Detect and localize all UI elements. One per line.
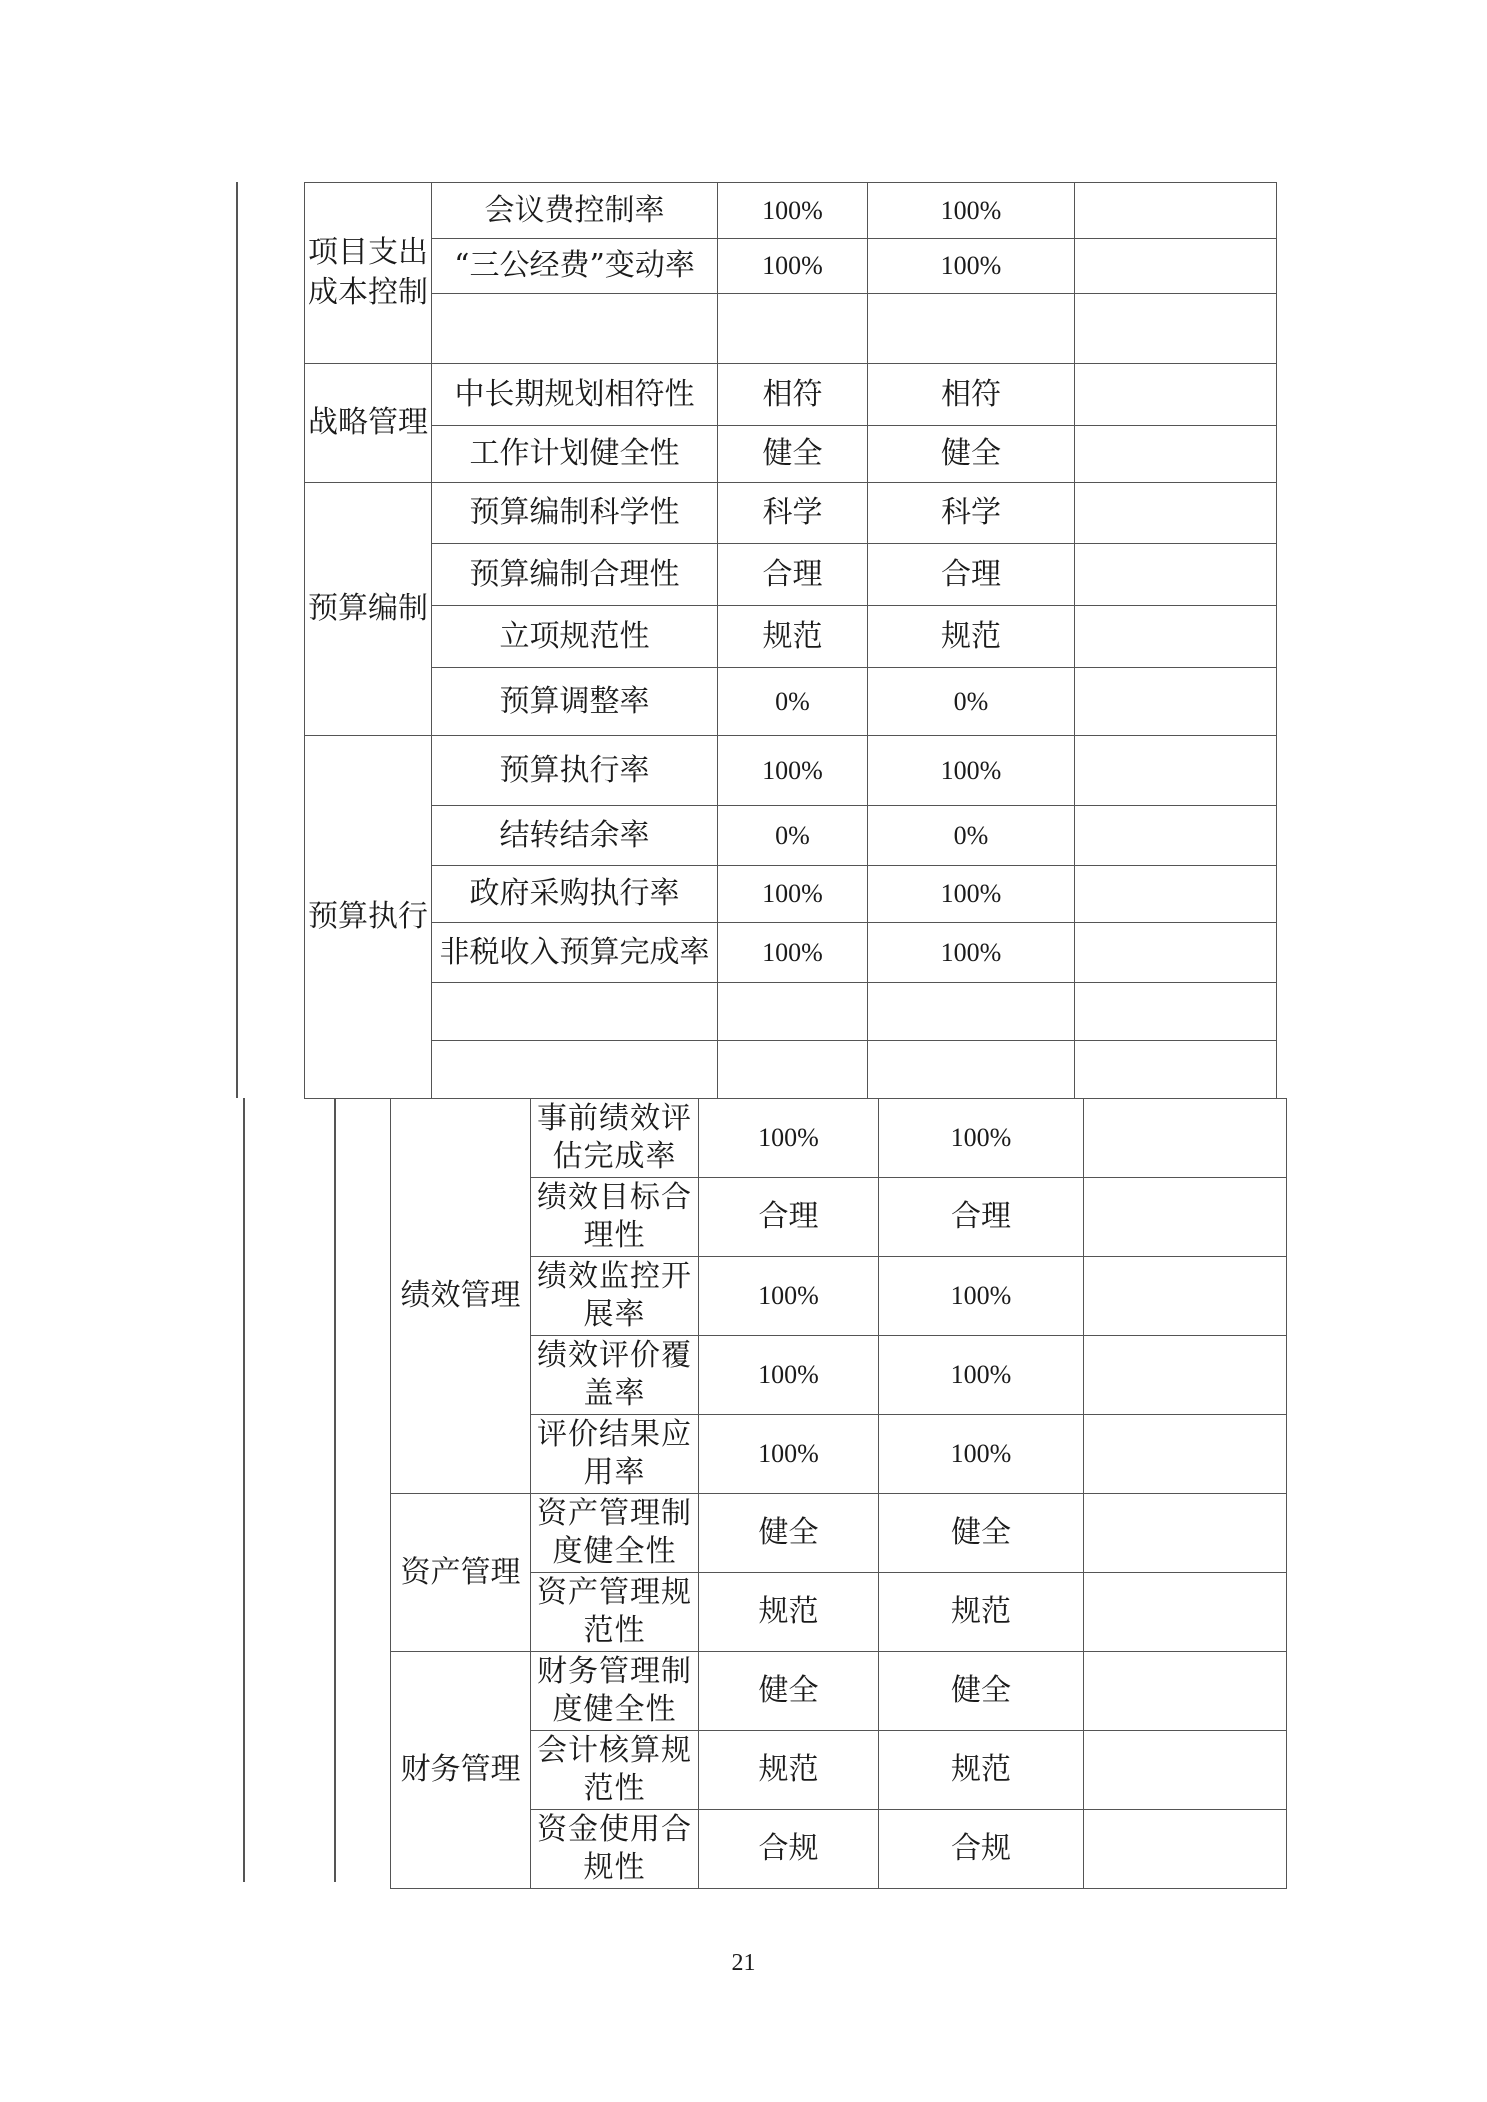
table-row <box>305 866 1277 923</box>
note-cell <box>1075 866 1277 923</box>
note-cell <box>1075 736 1277 806</box>
target-cell: 100% <box>699 1415 879 1494</box>
indicator-cell: 预算编制科学性 <box>432 483 718 544</box>
actual-cell: 100% <box>868 736 1075 806</box>
actual-cell: 0% <box>868 668 1075 736</box>
table-row <box>305 606 1277 668</box>
indicator-cell <box>432 1041 718 1099</box>
indicator-table-bottom <box>390 1098 1287 1889</box>
outer-left-border-top <box>236 182 238 1098</box>
target-cell: 合理 <box>699 1178 879 1257</box>
table-row <box>305 983 1277 1041</box>
note-cell <box>1084 1573 1287 1652</box>
indicator-cell: 非税收入预算完成率 <box>432 923 718 983</box>
table-row <box>305 668 1277 736</box>
target-cell: 合理 <box>718 544 868 606</box>
table-row <box>305 426 1277 483</box>
table-row <box>391 1494 1287 1573</box>
indicator-cell: 会计核算规 范性 <box>531 1731 699 1810</box>
indicator-cell <box>432 294 718 364</box>
target-cell: 健全 <box>699 1652 879 1731</box>
actual-cell: 100% <box>868 183 1075 239</box>
actual-cell: 健全 <box>879 1652 1084 1731</box>
actual-cell: 100% <box>879 1257 1084 1336</box>
actual-cell: 100% <box>879 1099 1084 1178</box>
indicator-cell: 资产管理制 度健全性 <box>531 1494 699 1573</box>
target-cell: 规范 <box>699 1731 879 1810</box>
category-cell: 资产管理 <box>391 1494 531 1652</box>
category-cell: 战略管理 <box>305 364 432 483</box>
target-cell: 100% <box>718 923 868 983</box>
indicator-table-top <box>304 182 1277 1099</box>
note-cell <box>1084 1099 1287 1178</box>
table-row <box>305 736 1277 806</box>
target-cell: 100% <box>699 1257 879 1336</box>
target-cell: 100% <box>699 1099 879 1178</box>
indicator-cell: 工作计划健全性 <box>432 426 718 483</box>
indicator-cell: 预算调整率 <box>432 668 718 736</box>
indicator-cell: 评价结果应 用率 <box>531 1415 699 1494</box>
actual-cell: 相符 <box>868 364 1075 426</box>
category-cell: 预算执行 <box>305 736 432 1099</box>
indicator-cell: 财务管理制 度健全性 <box>531 1652 699 1731</box>
table-row <box>391 1652 1287 1731</box>
indicator-cell <box>432 983 718 1041</box>
note-cell <box>1075 923 1277 983</box>
outer-left-border-bottom <box>243 1098 245 1882</box>
indicator-cell: 资产管理规 范性 <box>531 1573 699 1652</box>
note-cell <box>1075 239 1277 294</box>
note-cell <box>1084 1336 1287 1415</box>
target-cell: 100% <box>699 1336 879 1415</box>
note-cell <box>1084 1494 1287 1573</box>
indicator-cell: 绩效监控开 展率 <box>531 1257 699 1336</box>
category-cell: 项目支出成本控制 <box>305 183 432 364</box>
actual-cell <box>868 294 1075 364</box>
actual-cell: 100% <box>879 1415 1084 1494</box>
note-cell <box>1075 426 1277 483</box>
target-cell: 科学 <box>718 483 868 544</box>
actual-cell: 健全 <box>879 1494 1084 1573</box>
target-cell: 合规 <box>699 1810 879 1889</box>
table-row <box>305 483 1277 544</box>
actual-cell: 100% <box>868 923 1075 983</box>
inner-left-border-bottom <box>334 1098 336 1882</box>
target-cell <box>718 983 868 1041</box>
table-row <box>305 183 1277 239</box>
page-number: 21 <box>731 1950 756 1976</box>
category-cell: 财务管理 <box>391 1652 531 1889</box>
actual-cell <box>868 983 1075 1041</box>
category-cell: 绩效管理 <box>391 1099 531 1494</box>
actual-cell: 科学 <box>868 483 1075 544</box>
category-cell: 预算编制 <box>305 483 432 736</box>
actual-cell: 0% <box>868 806 1075 866</box>
target-cell: 健全 <box>699 1494 879 1573</box>
target-cell: 0% <box>718 668 868 736</box>
actual-cell: 100% <box>879 1336 1084 1415</box>
note-cell <box>1075 364 1277 426</box>
table-row <box>305 544 1277 606</box>
note-cell <box>1084 1652 1287 1731</box>
note-cell <box>1075 606 1277 668</box>
target-cell: 100% <box>718 736 868 806</box>
indicator-cell: 绩效目标合 理性 <box>531 1178 699 1257</box>
target-cell: 规范 <box>699 1573 879 1652</box>
note-cell <box>1084 1415 1287 1494</box>
target-cell: 相符 <box>718 364 868 426</box>
table-row <box>305 923 1277 983</box>
indicator-cell: 预算编制合理性 <box>432 544 718 606</box>
actual-cell: 规范 <box>879 1731 1084 1810</box>
note-cell <box>1084 1257 1287 1336</box>
actual-cell: 合理 <box>879 1178 1084 1257</box>
table-row <box>305 294 1277 364</box>
indicator-cell: 资金使用合 规性 <box>531 1810 699 1889</box>
note-cell <box>1075 983 1277 1041</box>
actual-cell <box>868 1041 1075 1099</box>
target-cell: 100% <box>718 239 868 294</box>
table-row <box>305 239 1277 294</box>
note-cell <box>1084 1810 1287 1889</box>
note-cell <box>1075 668 1277 736</box>
indicator-cell: “三公经费”变动率 <box>432 239 718 294</box>
indicator-cell: 政府采购执行率 <box>432 866 718 923</box>
indicator-cell: 结转结余率 <box>432 806 718 866</box>
actual-cell: 规范 <box>879 1573 1084 1652</box>
target-cell: 100% <box>718 183 868 239</box>
note-cell <box>1075 183 1277 239</box>
indicator-cell: 绩效评价覆 盖率 <box>531 1336 699 1415</box>
indicator-cell: 中长期规划相符性 <box>432 364 718 426</box>
actual-cell: 100% <box>868 866 1075 923</box>
indicator-cell: 事前绩效评 估完成率 <box>531 1099 699 1178</box>
actual-cell: 100% <box>868 239 1075 294</box>
note-cell <box>1075 294 1277 364</box>
note-cell <box>1075 544 1277 606</box>
note-cell <box>1075 1041 1277 1099</box>
table-row <box>391 1099 1287 1178</box>
target-cell <box>718 1041 868 1099</box>
indicator-cell: 会议费控制率 <box>432 183 718 239</box>
target-cell: 100% <box>718 866 868 923</box>
target-cell: 0% <box>718 806 868 866</box>
note-cell <box>1075 483 1277 544</box>
indicator-cell: 立项规范性 <box>432 606 718 668</box>
actual-cell: 规范 <box>868 606 1075 668</box>
note-cell <box>1075 806 1277 866</box>
table-row <box>305 364 1277 426</box>
indicator-cell: 预算执行率 <box>432 736 718 806</box>
actual-cell: 健全 <box>868 426 1075 483</box>
table-row <box>305 806 1277 866</box>
actual-cell: 合理 <box>868 544 1075 606</box>
table-row <box>305 1041 1277 1099</box>
actual-cell: 合规 <box>879 1810 1084 1889</box>
note-cell <box>1084 1178 1287 1257</box>
target-cell: 规范 <box>718 606 868 668</box>
note-cell <box>1084 1731 1287 1810</box>
target-cell <box>718 294 868 364</box>
target-cell: 健全 <box>718 426 868 483</box>
